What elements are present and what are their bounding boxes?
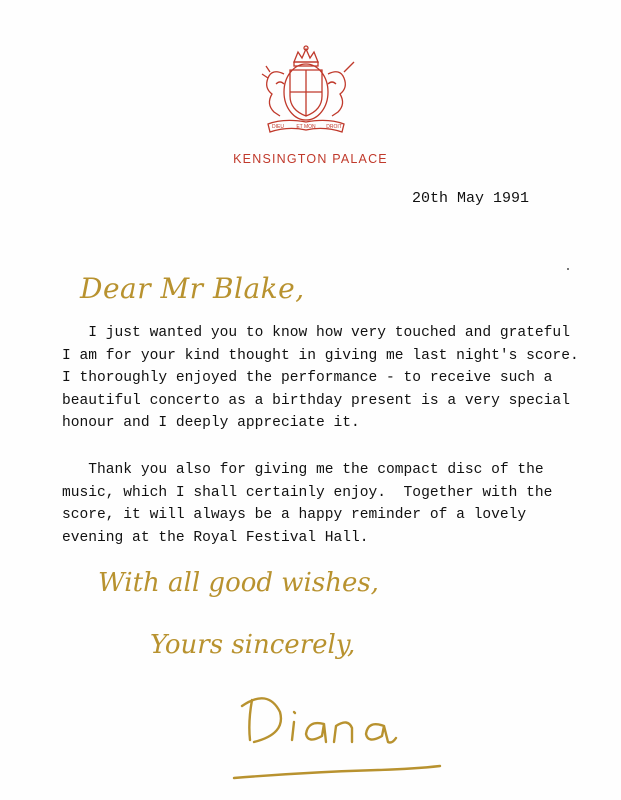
paragraph-1-line: beautiful concerto as a birthday present is a very special	[62, 392, 570, 409]
paragraph-1-line: I am for your kind thought in giving me last night's score.	[62, 347, 579, 364]
closing-sincerely: Yours sincerely,	[150, 630, 356, 660]
motto-left-text: DIEU	[272, 124, 284, 130]
paper-speck	[567, 268, 569, 270]
letterhead-place: KENSINGTON PALACE	[233, 152, 388, 166]
motto-middle-text: ET MON	[296, 124, 316, 130]
paragraph-2-line: score, it will always be a happy reminder of a lovely	[62, 507, 527, 523]
royal-coat-of-arms-icon	[254, 44, 358, 140]
paragraph-2-line: evening at the Royal Festival Hall.	[62, 529, 369, 546]
salutation: Dear Mr Blake,	[80, 272, 305, 305]
paragraph-1	[62, 322, 579, 435]
paragraph-2-line: Thank you also for giving me the compact disc of the	[62, 462, 544, 478]
paragraph-1-line: I thoroughly enjoyed the performance - to receive such a	[62, 370, 553, 386]
handwritten-signature	[228, 682, 448, 792]
paragraph-1-line: I just wanted you to know how very touched and grateful	[62, 325, 570, 341]
paragraph-2-line: music, which I shall certainly enjoy. Together with the	[62, 484, 553, 501]
letter-date: 20th May 1991	[411, 190, 529, 207]
paragraph-1-line: honour and I deeply appreciate it.	[62, 415, 360, 431]
motto-right-text: DROIT	[326, 124, 342, 130]
closing-wishes: With all good wishes,	[98, 568, 379, 598]
paragraph-2	[62, 459, 562, 549]
